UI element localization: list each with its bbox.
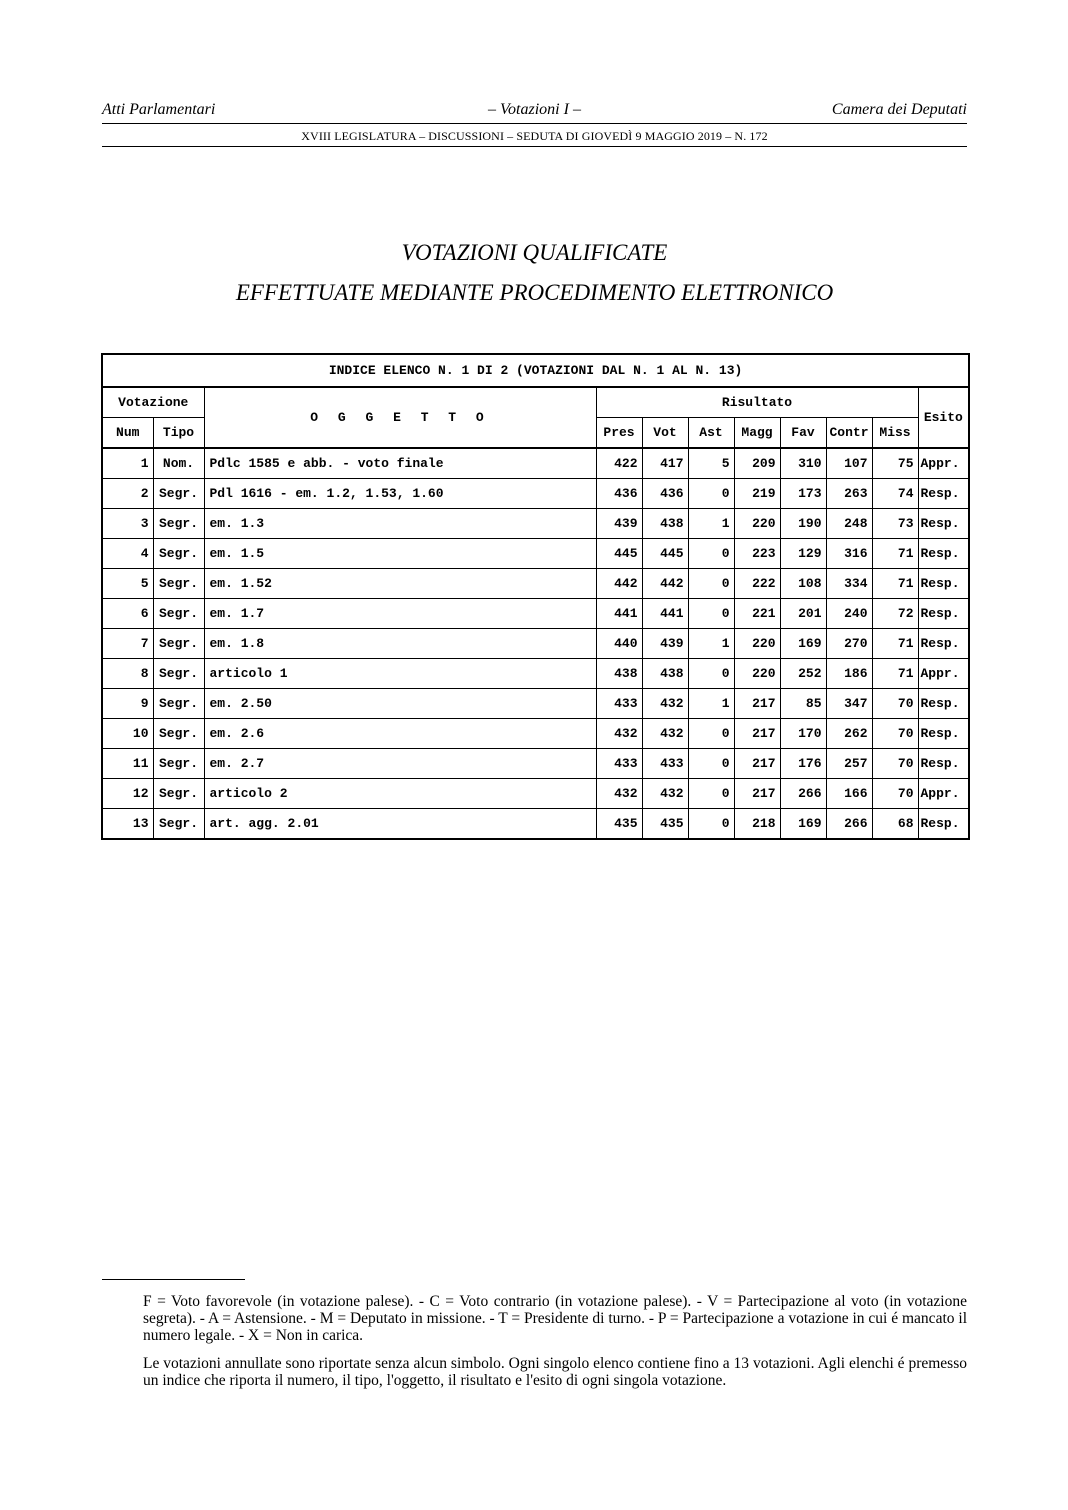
cell-magg: 217 [734, 719, 780, 749]
cell-contr: 270 [826, 629, 872, 659]
header-votazione: Votazione [102, 387, 204, 418]
cell-vot: 438 [642, 509, 688, 539]
cell-vot: 436 [642, 479, 688, 509]
cell-ast: 0 [688, 719, 734, 749]
cell-oggetto: em. 2.6 [204, 719, 596, 749]
cell-vot: 433 [642, 749, 688, 779]
cell-esito: Appr. [918, 659, 969, 689]
cell-oggetto: Pdlc 1585 e abb. - voto finale [204, 448, 596, 479]
table-row [102, 749, 969, 779]
cell-oggetto: em. 1.7 [204, 599, 596, 629]
header-fav: Fav [780, 418, 826, 449]
cell-ast: 0 [688, 659, 734, 689]
cell-ast: 0 [688, 479, 734, 509]
cell-oggetto: em. 2.7 [204, 749, 596, 779]
cell-miss: 71 [872, 539, 918, 569]
table-row [102, 448, 969, 479]
cell-contr: 316 [826, 539, 872, 569]
cell-miss: 70 [872, 749, 918, 779]
cell-tipo: Segr. [153, 479, 204, 509]
cell-ast: 1 [688, 689, 734, 719]
cell-ast: 1 [688, 629, 734, 659]
cell-pres: 432 [596, 719, 642, 749]
cell-magg: 221 [734, 599, 780, 629]
cell-num: 10 [102, 719, 153, 749]
header-magg: Magg [734, 418, 780, 449]
header-ast: Ast [688, 418, 734, 449]
cell-tipo: Segr. [153, 569, 204, 599]
cell-num: 6 [102, 599, 153, 629]
cell-fav: 170 [780, 719, 826, 749]
cell-oggetto: em. 2.50 [204, 689, 596, 719]
cell-magg: 222 [734, 569, 780, 599]
table-row [102, 569, 969, 599]
header-num: Num [102, 418, 153, 449]
cell-ast: 0 [688, 569, 734, 599]
cell-magg: 220 [734, 629, 780, 659]
header-pres: Pres [596, 418, 642, 449]
cell-miss: 71 [872, 659, 918, 689]
footnote-rule [102, 1279, 245, 1280]
cell-tipo: Segr. [153, 689, 204, 719]
cell-esito: Resp. [918, 479, 969, 509]
table-row [102, 719, 969, 749]
cell-fav: 266 [780, 779, 826, 809]
cell-miss: 71 [872, 629, 918, 659]
cell-ast: 0 [688, 809, 734, 840]
cell-miss: 70 [872, 719, 918, 749]
cell-fav: 252 [780, 659, 826, 689]
cell-vot: 439 [642, 629, 688, 659]
cell-fav: 201 [780, 599, 826, 629]
cell-magg: 223 [734, 539, 780, 569]
header-vot: Vot [642, 418, 688, 449]
cell-num: 5 [102, 569, 153, 599]
cell-esito: Resp. [918, 809, 969, 840]
table-row [102, 539, 969, 569]
cell-pres: 436 [596, 479, 642, 509]
cell-vot: 432 [642, 779, 688, 809]
cell-tipo: Segr. [153, 509, 204, 539]
cell-vot: 438 [642, 659, 688, 689]
table-row [102, 779, 969, 809]
cell-esito: Resp. [918, 749, 969, 779]
cell-num: 1 [102, 448, 153, 479]
cell-vot: 432 [642, 689, 688, 719]
cell-miss: 68 [872, 809, 918, 840]
cell-contr: 240 [826, 599, 872, 629]
cell-miss: 70 [872, 689, 918, 719]
cell-num: 3 [102, 509, 153, 539]
cell-fav: 310 [780, 448, 826, 479]
table-row [102, 479, 969, 509]
header-left: Atti Parlamentari [102, 101, 216, 118]
cell-oggetto: articolo 2 [204, 779, 596, 809]
cell-num: 13 [102, 809, 153, 840]
cell-magg: 219 [734, 479, 780, 509]
cell-tipo: Segr. [153, 599, 204, 629]
cell-vot: 432 [642, 719, 688, 749]
cell-num: 8 [102, 659, 153, 689]
cell-contr: 266 [826, 809, 872, 840]
cell-magg: 209 [734, 448, 780, 479]
cell-vot: 445 [642, 539, 688, 569]
table-row [102, 509, 969, 539]
cell-magg: 220 [734, 509, 780, 539]
cell-vot: 442 [642, 569, 688, 599]
table-row [102, 809, 969, 840]
cell-pres: 432 [596, 779, 642, 809]
cell-contr: 107 [826, 448, 872, 479]
cell-num: 9 [102, 689, 153, 719]
cell-contr: 334 [826, 569, 872, 599]
table-caption: INDICE ELENCO N. 1 DI 2 (VOTAZIONI DAL N. 1 AL N. 13) [102, 354, 969, 387]
cell-esito: Resp. [918, 629, 969, 659]
cell-magg: 217 [734, 779, 780, 809]
header-esito: Esito [918, 387, 969, 448]
cell-ast: 1 [688, 509, 734, 539]
cell-contr: 262 [826, 719, 872, 749]
cell-tipo: Nom. [153, 448, 204, 479]
cell-oggetto: articolo 1 [204, 659, 596, 689]
cell-tipo: Segr. [153, 629, 204, 659]
cell-miss: 74 [872, 479, 918, 509]
cell-miss: 71 [872, 569, 918, 599]
cell-pres: 445 [596, 539, 642, 569]
cell-fav: 190 [780, 509, 826, 539]
cell-esito: Resp. [918, 719, 969, 749]
cell-num: 11 [102, 749, 153, 779]
cell-esito: Resp. [918, 509, 969, 539]
cell-num: 4 [102, 539, 153, 569]
cell-oggetto: Pdl 1616 - em. 1.2, 1.53, 1.60 [204, 479, 596, 509]
cell-miss: 75 [872, 448, 918, 479]
header-tipo: Tipo [153, 418, 204, 449]
header-contr: Contr [826, 418, 872, 449]
page-title-line2: EFFETTUATE MEDIANTE PROCEDIMENTO ELETTRONICO [235, 280, 834, 305]
cell-contr: 347 [826, 689, 872, 719]
cell-num: 7 [102, 629, 153, 659]
cell-fav: 108 [780, 569, 826, 599]
cell-fav: 85 [780, 689, 826, 719]
table-row [102, 659, 969, 689]
cell-tipo: Segr. [153, 659, 204, 689]
cell-ast: 0 [688, 599, 734, 629]
cell-contr: 166 [826, 779, 872, 809]
cell-pres: 440 [596, 629, 642, 659]
table-row [102, 629, 969, 659]
cell-magg: 220 [734, 659, 780, 689]
cell-fav: 129 [780, 539, 826, 569]
header-right: Camera dei Deputati [831, 101, 967, 118]
cell-esito: Resp. [918, 569, 969, 599]
table-row [102, 599, 969, 629]
cell-magg: 217 [734, 749, 780, 779]
header-risultato: Risultato [596, 387, 918, 418]
cell-pres: 422 [596, 448, 642, 479]
cell-oggetto: art. agg. 2.01 [204, 809, 596, 840]
cell-fav: 176 [780, 749, 826, 779]
table-row [102, 689, 969, 719]
cell-tipo: Segr. [153, 719, 204, 749]
cell-pres: 442 [596, 569, 642, 599]
cell-esito: Resp. [918, 599, 969, 629]
cell-tipo: Segr. [153, 539, 204, 569]
cell-esito: Appr. [918, 779, 969, 809]
session-subheader: XVIII LEGISLATURA – DISCUSSIONI – SEDUTA DI GIOVEDÌ 9 MAGGIO 2019 – N. 172 [301, 129, 768, 143]
cell-fav: 169 [780, 809, 826, 840]
cell-contr: 186 [826, 659, 872, 689]
cell-ast: 0 [688, 539, 734, 569]
cell-tipo: Segr. [153, 809, 204, 840]
footnote-legend: F = Voto favorevole (in votazione palese). - C = Voto contrario (in votazione palese). - V = Partecipazione al voto (in votazione segreta). - A = Astensione. - M = Deputato in missione. - T = Presidente di turno. - P = Partecipazione a votazione in cui é mancato il numero legale. - X = Non in carica. [143, 1293, 967, 1344]
votes-index-table [101, 353, 970, 840]
cell-magg: 217 [734, 689, 780, 719]
footnote-note: Le votazioni annullate sono riportate senza alcun simbolo. Ogni singolo elenco contiene fino a 13 votazioni. Agli elenchi é premesso un indice che riporta il numero, il tipo, l'oggetto, il risultato e l'esito di ogni singola votazione. [143, 1355, 967, 1389]
table-body [102, 448, 969, 839]
cell-oggetto: em. 1.52 [204, 569, 596, 599]
cell-ast: 0 [688, 779, 734, 809]
page-title-line1: VOTAZIONI QUALIFICATE [401, 240, 668, 265]
cell-num: 12 [102, 779, 153, 809]
cell-pres: 438 [596, 659, 642, 689]
cell-oggetto: em. 1.3 [204, 509, 596, 539]
header-center: – Votazioni I – [488, 101, 581, 118]
cell-esito: Resp. [918, 539, 969, 569]
cell-oggetto: em. 1.8 [204, 629, 596, 659]
cell-fav: 169 [780, 629, 826, 659]
cell-miss: 72 [872, 599, 918, 629]
cell-vot: 417 [642, 448, 688, 479]
header-oggetto: O G G E T T O [204, 387, 596, 448]
cell-esito: Appr. [918, 448, 969, 479]
cell-ast: 5 [688, 448, 734, 479]
cell-pres: 439 [596, 509, 642, 539]
header-miss: Miss [872, 418, 918, 449]
cell-num: 2 [102, 479, 153, 509]
cell-pres: 433 [596, 689, 642, 719]
header-rule-bottom [102, 146, 967, 147]
cell-contr: 257 [826, 749, 872, 779]
cell-fav: 173 [780, 479, 826, 509]
cell-tipo: Segr. [153, 749, 204, 779]
cell-contr: 263 [826, 479, 872, 509]
cell-contr: 248 [826, 509, 872, 539]
cell-magg: 218 [734, 809, 780, 840]
cell-miss: 73 [872, 509, 918, 539]
cell-pres: 433 [596, 749, 642, 779]
running-header [102, 101, 967, 123]
cell-oggetto: em. 1.5 [204, 539, 596, 569]
cell-pres: 441 [596, 599, 642, 629]
cell-vot: 441 [642, 599, 688, 629]
cell-vot: 435 [642, 809, 688, 840]
header-rule-top [102, 123, 967, 124]
cell-tipo: Segr. [153, 779, 204, 809]
cell-miss: 70 [872, 779, 918, 809]
cell-ast: 0 [688, 749, 734, 779]
cell-esito: Resp. [918, 689, 969, 719]
cell-pres: 435 [596, 809, 642, 840]
